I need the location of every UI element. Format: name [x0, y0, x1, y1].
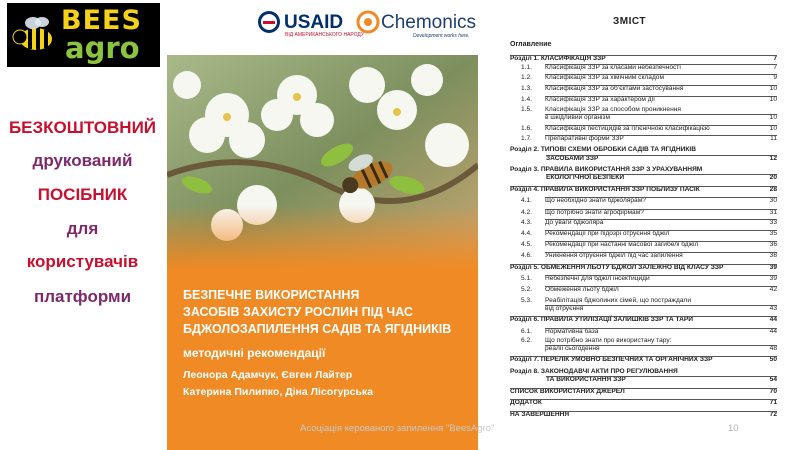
chemonics-logo-icon: [356, 10, 380, 34]
toc-entry-number: 5.1.: [521, 275, 532, 282]
toc-entry-label: Класифікація ЗЗР за способом проникнення: [545, 106, 681, 113]
toc-entry-rule: [545, 64, 777, 65]
toc-entry-number: 1.4.: [521, 96, 532, 103]
toc-entry-page: 35: [769, 230, 777, 237]
toc-entry-rule: [545, 125, 777, 126]
cover-title-line-3: БДЖОЛОЗАПИЛЕННЯ САДІВ ТА ЯГІДНИКІВ: [183, 322, 452, 336]
toc-entry-label: ЕКОЛОГІЧНОЇ БЕЗПЕКИ: [546, 174, 625, 181]
toc-entry-rule: [545, 305, 777, 306]
toc-entry-label: Обмеження льоту бджіл: [545, 286, 619, 293]
toc-entry-label: ДОДАТОК: [510, 399, 542, 406]
bees-agro-logo: [7, 3, 160, 67]
toc-entry-label: Класифікація ЗЗР за класами небезпечності: [545, 64, 681, 71]
toc-entry-rule: [545, 85, 777, 86]
toc-entry-page: 7: [773, 55, 777, 62]
cover-title-line-1: БЕЗПЕЧНЕ ВИКОРИСТАННЯ: [183, 288, 360, 302]
chemonics-tagline: Development works here.: [413, 33, 470, 39]
toc-entry-page: 44: [769, 316, 777, 323]
toc-entry-page: 10: [769, 114, 777, 121]
toc-entry-number: 4.4.: [521, 230, 532, 237]
toc-entry-number: 4.3.: [521, 219, 532, 226]
toc-entry-label: Розділ 2. ТИПОВІ СХЕМИ ОБРОБКИ САДІВ ТА ЯГІДНИКІВ: [510, 146, 696, 153]
toc-entry-label: Класифікація ЗЗР за об’єктами застосування: [545, 85, 684, 92]
toc-entry-rule: [510, 264, 777, 265]
toc-entry-label: Що потрібно знати про використану тару:: [545, 337, 672, 344]
cover-authors-line-1: Леонора Адамчук, Євген Лайтер: [183, 369, 353, 381]
toc-entry-rule: [510, 388, 777, 389]
cover-photo-bee-on-blossom: [167, 55, 478, 270]
toc-entry-number: 6.2.: [521, 337, 532, 344]
toc-entry-rule: [510, 399, 777, 400]
cover-logo-strip: [167, 0, 478, 55]
toc-entry-rule: [545, 345, 777, 346]
toc-entry-page: 71: [769, 399, 777, 406]
toc-entry-rule: [545, 209, 777, 210]
toc-entry-page: 33: [769, 219, 777, 226]
toc-entry-label: від отруєння: [545, 305, 584, 312]
toc-entry-label: Небезпечні для бджіл інсектициди: [545, 275, 650, 282]
toc-title: ЗМІСТ: [613, 16, 646, 27]
toc-entry-page: 50: [769, 356, 777, 363]
promo-line-4: для: [66, 219, 99, 238]
page-number: 10: [728, 423, 739, 434]
toc-entry-label: Розділ 6. ПРАВИЛА УТИЛІЗАЦІЇ ЗАЛИШКІВ ЗЗР ТА ТАРИ: [510, 316, 694, 323]
toc-entry-number: 1.7.: [521, 135, 532, 142]
toc-entry-rule: [545, 114, 777, 115]
toc-entry-label: Нормативна база: [545, 328, 599, 335]
toc-entry-label: Класифікація ЗЗР за характером дії: [545, 96, 655, 103]
toc-entry-number: 4.2.: [521, 209, 532, 216]
toc-entry-page: 70: [769, 388, 777, 395]
promo-line-2: друкований: [32, 151, 133, 170]
promo-line-5: користувачів: [26, 252, 139, 271]
toc-entry-number: 1.2.: [521, 74, 532, 81]
toc-entry-label: СПИСОК ВИКОРИСТАНИХ ДЖЕРЕЛ: [510, 388, 625, 395]
toc-entry-page: 39: [769, 275, 777, 282]
toc-entry-label: Рекомендації при підозрі отруєння бджіл: [545, 230, 670, 237]
table-of-contents-page: [483, 0, 800, 450]
toc-entry-page: 10: [769, 85, 777, 92]
bee-icon: [11, 13, 57, 59]
cover-title: [183, 287, 468, 338]
toc-heading: Оглавление: [510, 41, 552, 48]
toc-entry-page: 43: [769, 305, 777, 312]
logo-text-bees: BEES: [61, 5, 142, 36]
toc-entry-number: 1.3.: [521, 85, 532, 92]
chemonics-logo-text: Chemonics: [381, 12, 477, 33]
usaid-tagline: ВІД АМЕРИКАНСЬКОГО НАРОДУ: [285, 32, 365, 38]
toc-entry-rule: [545, 241, 777, 242]
book-cover: [167, 0, 478, 450]
toc-entry-label: Що необхідно знати бджолярам?: [545, 197, 646, 204]
toc-entry-page: 9: [773, 74, 777, 81]
toc-entry-label: Розділ 4. ПРАВИЛА ВИКОРИСТАННЯ ЗЗР ПОБЛИЗУ ПАСІК: [510, 186, 700, 193]
toc-entry-label: Рекомендації при настанні масової загибелі бджіл: [545, 241, 699, 248]
toc-entry-label: реалії сьогодення: [545, 345, 600, 352]
toc-entry-rule: [546, 155, 777, 156]
toc-entry-rule: [545, 74, 777, 75]
toc-entry-rule: [545, 275, 777, 276]
toc-entry-page: 44: [769, 328, 777, 335]
toc-entry-page: 28: [769, 186, 777, 193]
toc-entry-number: 4.6.: [521, 252, 532, 259]
toc-entry-rule: [545, 197, 777, 198]
cover-title-line-2: ЗАСОБІВ ЗАХИСТУ РОСЛИН ПІД ЧАС: [183, 305, 413, 319]
toc-entry-rule: [510, 411, 777, 412]
toc-entry-label: Препаративні форми ЗЗР: [545, 135, 624, 142]
toc-entry-page: 10: [769, 125, 777, 132]
toc-entry-number: 6.1.: [521, 328, 532, 335]
toc-entry-rule: [510, 55, 777, 56]
toc-entry-label: в шкідливий організм: [545, 114, 610, 121]
toc-entry-page: 36: [769, 241, 777, 248]
toc-entry-page: 30: [769, 197, 777, 204]
toc-entry-number: 5.2.: [521, 286, 532, 293]
toc-entry-rule: [545, 328, 777, 329]
toc-entry-page: 7: [773, 64, 777, 71]
toc-entry-label: Розділ 8. ЗАКОНОДАВЧІ АКТИ ПРО РЕГУЛЮВАННЯ: [510, 368, 678, 375]
toc-entry-page: 48: [769, 345, 777, 352]
toc-entry-page: 54: [769, 376, 777, 383]
toc-entry-label: Уникнення отруєння бджіл під час запилення: [545, 252, 683, 259]
footer-text: Асоціація керованого запилення "BeesAgro": [300, 423, 495, 434]
toc-entry-label: До уваги бджоляра: [545, 219, 604, 226]
toc-entry-label: Класифікація ЗЗР за хімічним складом: [545, 74, 664, 81]
promo-line-3: ПОСІБНИК: [37, 185, 128, 204]
toc-entry-page: 39: [769, 264, 777, 271]
toc-entry-rule: [546, 174, 777, 175]
toc-entry-number: 4.5.: [521, 241, 532, 248]
toc-entry-page: 31: [769, 209, 777, 216]
toc-entry-page: 20: [769, 174, 777, 181]
promo-line-6: платформи: [33, 287, 132, 306]
cover-authors-line-2: Катерина Пилипко, Діна Лісогурська: [183, 386, 374, 398]
promo-line-1: БЕЗКОШТОВНИЙ: [8, 118, 157, 137]
toc-entry-page: 11: [770, 135, 777, 142]
toc-entry-number: 5.3.: [521, 297, 532, 304]
toc-entry-label: НА ЗАВЕРШЕННЯ: [510, 411, 570, 418]
toc-entry-page: 72: [769, 411, 777, 418]
toc-entry-page: 42: [769, 286, 777, 293]
toc-entry-page: 10: [769, 96, 777, 103]
toc-entry-label: ТА ВИКОРИСТАННЯ ЗЗР: [546, 376, 626, 383]
usaid-seal-icon: [257, 10, 281, 34]
toc-entry-page: 12: [769, 155, 777, 162]
logo-text-agro: agro: [65, 31, 140, 65]
toc-entry-number: 1.1.: [521, 64, 532, 71]
toc-entry-label: Що потрібно знати агрофірмам?: [545, 209, 644, 216]
toc-entry-label: Розділ 3. ПРАВИЛА ВИКОРИСТАННЯ ЗЗР З УРАХУВАННЯМ: [510, 166, 703, 173]
toc-entry-rule: [545, 252, 777, 253]
toc-entry-rule: [545, 135, 777, 136]
toc-entry-rule: [510, 186, 777, 187]
toc-entry-rule: [510, 316, 777, 317]
toc-entry-rule: [545, 219, 777, 220]
toc-entry-number: 4.1.: [521, 197, 532, 204]
toc-entry-rule: [545, 96, 777, 97]
toc-entry-label: Розділ 5. ОБМЕЖЕННЯ ЛЬОТУ БДЖОЛ ЗАЛЕЖНО ВІД КЛАСУ ЗЗР: [510, 264, 724, 271]
toc-entry-number: 1.5.: [521, 106, 532, 113]
cover-subtitle: методичні рекомендації: [183, 346, 326, 360]
toc-entry-rule: [545, 230, 777, 231]
toc-entry-rule: [510, 356, 777, 357]
toc-entry-label: Розділ 1. КЛАСИФІКАЦІЯ ЗЗР: [510, 55, 606, 62]
toc-entry-label: ЗАСОБАМИ ЗЗР: [546, 155, 599, 162]
toc-entry-label: Реабілітація бджолиних сімей, що постраждали: [545, 297, 692, 304]
toc-entry-page: 38: [769, 252, 777, 259]
toc-entry-rule: [545, 286, 777, 287]
toc-entry-label: Розділ 7. ПЕРЕЛІК УМОВНО БЕЗПЕЧНИХ ТА ОРГАНІЧНИХ ЗЗР: [510, 356, 713, 363]
toc-entry-rule: [546, 376, 777, 377]
toc-entry-label: Класифікація пестицидів за гігієнічною класифікацією: [545, 125, 710, 132]
usaid-logo-text: USAID: [284, 12, 344, 33]
toc-entry-number: 1.6.: [521, 125, 532, 132]
